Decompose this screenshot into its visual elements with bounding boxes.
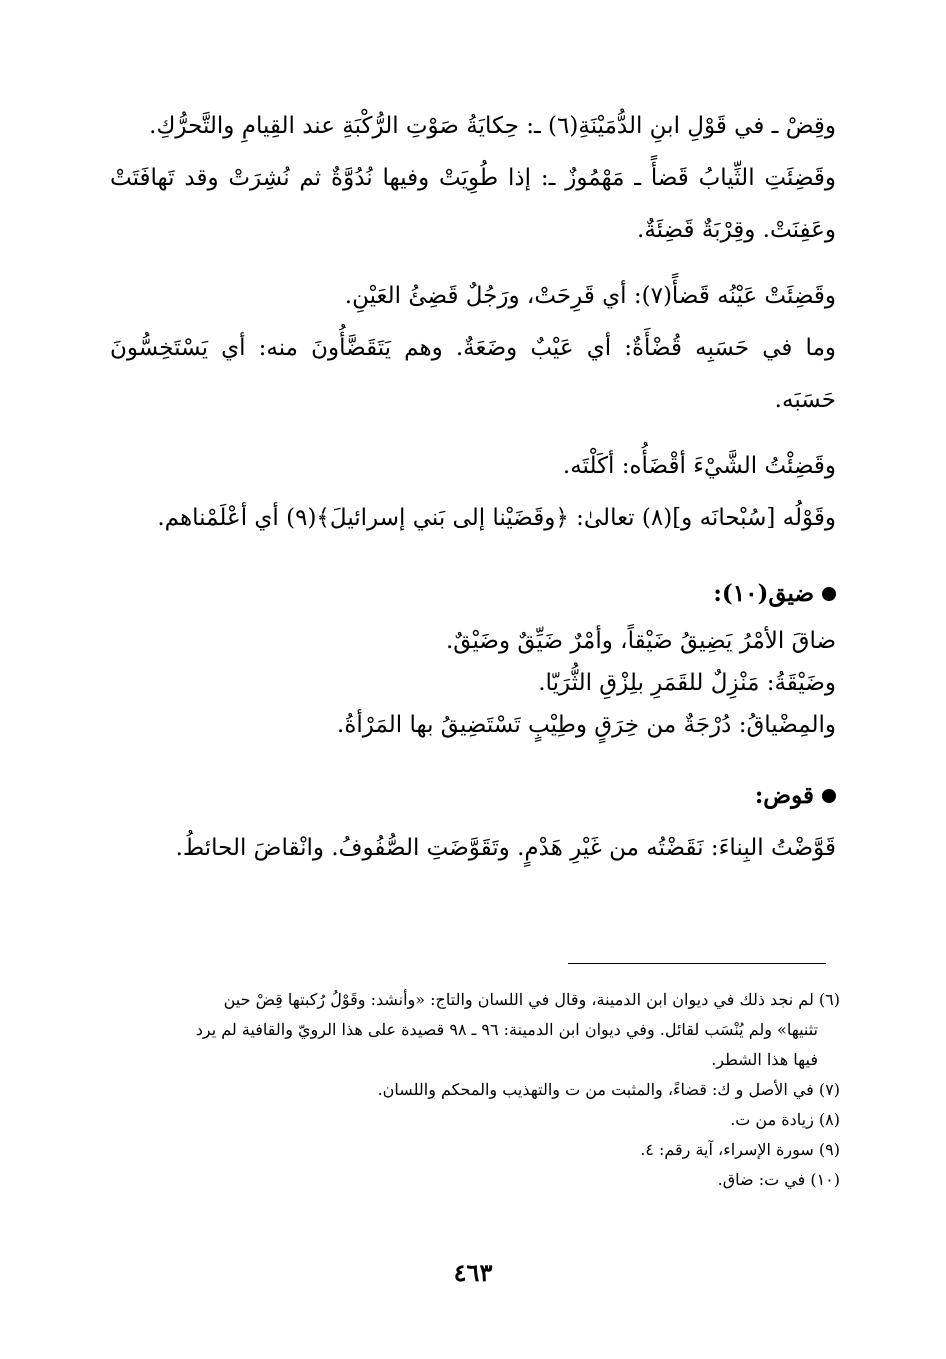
footnote-8: (٨) زيادة من ت. [730,1110,840,1129]
footnotes [110,985,840,1195]
bullet-icon [822,789,836,803]
entry-heading-dyq [110,568,836,620]
paragraph-hasabih: وما في حَسَبِه قُضْأَةٌ: أي عَيْبٌ وضَعَةٌ. وهم يَتَقَضَّأُونَ منه: أي يَسْتَخِسُّونَ حَسَبَه. [110,335,836,413]
entry-heading-qawd [110,770,836,822]
bullet-icon [822,587,836,601]
page-number: ٤٦٣ [453,1258,493,1287]
paragraph-qadiat-thiyab: وقَضِئَتِ الثِّيابُ قَضأً ـ مَهْمُوزٌ ـ: إذا طُوِيَتْ وفيها نُدُوَّةٌ ثم نُشِرَتْ وقد تَهافَتَتْ وعَفِنَتْ. وقِرْبَةٌ قَضِئَةٌ. [110,165,836,243]
paragraph-quran: وقَوْلُه [سُبْحانَه و](٨) تعالىٰ: ﴿وقَضَيْنا إلى بَني إسرائيلَ﴾(٩) أي أعْلَمْناهم. [157,505,836,531]
entry-dyq-line: وضَيْقَةُ: مَنْزِلٌ للقَمَرِ بلِزْقِ الثُّرَيّا. [538,670,836,696]
footnote-6-line: فيها هذا الشطر. [711,1050,818,1069]
paragraph-qadiat-aynuh: وقَضِئَتْ عَيْنُه قَضأً(٧): أي قَرِحَتْ، ورَجُلٌ قَضِئُ العَيْنِ. [344,283,836,309]
entry-qawd-text: قَوَّضْتُ البِناءَ: نَقَضْتُه من غَيْرِ هَدْمٍ. وتَقَوَّضَتِ الصُّفُوفُ. وانْقاضَ الحائطُ. [175,835,836,861]
entry-heading-dyq-label: ضيق(١٠): [713,580,814,607]
footnote-6-line: تثنيها» ولم يُنْسَب لقائل. وفي ديوان ابن الدمينة: ٩٦ ـ ٩٨ قصيدة على هذا الرويّ والقافية لم يرد [195,1020,818,1039]
entry-heading-qawd-label: قوض: [754,782,814,809]
entry-dyq-line: ضاقَ الأمْرُ يَضِيقُ ضَيْقاً، وأمْرٌ ضَيِّقٌ وضَيْقٌ. [445,628,836,654]
paragraph-aqdauh: وقَضِئْتُ الشَّيْءَ أقْضَأُه: أكَلْتَه. [562,453,836,479]
entry-dyq-line: والمِضْياقُ: دُرْجَةٌ من خِرَقٍ وطِيْبٍ تَسْتَضِيقُ بها المَرْأةُ. [337,712,836,738]
main-text [110,100,836,874]
footnote-7: (٧) في الأصل و ك: قضاءً، والمثبت من ت والتهذيب والمحكم واللسان. [377,1080,840,1099]
paragraph-qid: وقِضْ ـ في قَوْلِ ابنِ الدُّمَيْنَةِ(٦) ـ: حِكايَةُ صَوْتِ الرُّكْبَةِ عند القِيامِ والتَّحرُّكِ. [149,113,836,139]
footnote-6-line: (٦) لم نجد ذلك في ديوان ابن الدمينة، وقال في اللسان والتاج: «وأنشد: وقَوْلُ رُكبتها قِضْ حين [223,990,840,1009]
footnote-divider [568,963,826,964]
footnote-10: (١٠) في ت: ضاق. [717,1170,840,1189]
footnote-9: (٩) سورة الإسراء، آية رقم: ٤. [640,1140,840,1159]
